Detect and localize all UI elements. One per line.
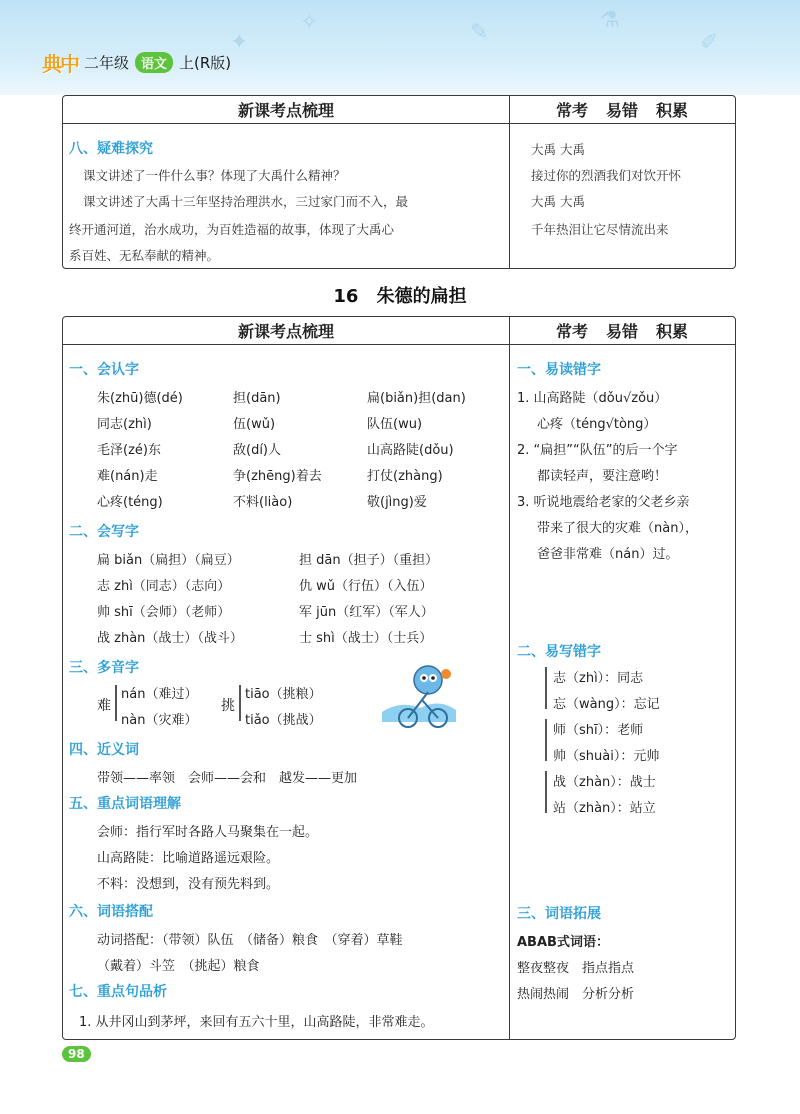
- column-divider: [509, 317, 510, 1039]
- word-type-label: ABAB式词语：: [517, 935, 609, 950]
- section-title: 六、词语搭配: [69, 904, 153, 920]
- answer-line: 系百姓、无私奉献的精神。: [69, 248, 220, 263]
- group-bar: [545, 667, 547, 709]
- section-title: 四、近义词: [69, 742, 139, 758]
- tip-line: 带来了很大的灾难（nàn），: [537, 521, 698, 536]
- char-item: 担(dān): [233, 391, 281, 406]
- char-item: 难(nán)走: [97, 469, 158, 484]
- char-item: 争(zhēng)着去: [233, 469, 322, 484]
- label-accumulate: 积累: [656, 322, 689, 341]
- confusable-line: 志（zhì）：同志: [553, 671, 644, 686]
- confusable-line: 忘（wàng）：忘记: [553, 697, 660, 712]
- label-error: 易错: [605, 322, 638, 341]
- poly-reading: tiǎo（挑战）: [245, 713, 322, 728]
- poly-char: 挑: [221, 698, 235, 714]
- box2-right-header: [509, 317, 735, 345]
- tip-line: 1. 山高路陡（dǒu√zǒu）: [517, 391, 668, 406]
- lesson-title: [0, 282, 800, 308]
- definition-line: 会师：指行军时各路人马聚集在一起。: [97, 825, 319, 840]
- poly-reading: tiāo（挑粮）: [245, 687, 322, 702]
- answer-line: 终开通河道，治水成功，为百姓造福的故事，体现了大禹心: [69, 222, 395, 237]
- poly-reading: nán（难过）: [121, 687, 198, 702]
- section-title: 三、词语拓展: [517, 906, 601, 922]
- label-common: 常考: [555, 322, 588, 341]
- lyric-line: 大禹 大禹: [531, 142, 585, 157]
- box1-left-header: 新课考点梳理: [63, 96, 509, 124]
- section-title: 一、会认字: [69, 362, 139, 378]
- group-bar: [545, 719, 547, 761]
- definition-line: 不料：没想到，没有预先料到。: [97, 877, 280, 892]
- confusable-line: 站（zhàn）：站立: [553, 801, 656, 816]
- write-item: 军 jūn（红军）（军人）: [299, 605, 434, 620]
- flask-icon: ⚗: [600, 8, 620, 33]
- char-item: 不料(liào): [233, 495, 293, 510]
- lesson-number: 16: [333, 286, 359, 307]
- write-item: 士 shì（战士）（士兵）: [299, 631, 433, 646]
- char-item: 朱(zhū)德(dé): [97, 391, 183, 406]
- book-icon: ✎: [470, 20, 489, 45]
- question-text: 课文讲述了一件什么事？体现了大禹什么精神？: [83, 168, 346, 183]
- label-error: 易错: [605, 101, 638, 120]
- write-item: 帅 shī（会师）（老师）: [97, 605, 231, 620]
- label-common: 常考: [555, 101, 588, 120]
- char-item: 心疼(téng): [97, 495, 163, 510]
- section-title: 五、重点词语理解: [69, 796, 181, 812]
- word-line: 热闹热闹 分析分析: [517, 987, 635, 1002]
- write-item: 战 zhàn（战士）（战斗）: [97, 631, 243, 646]
- tip-line: 爸爸非常难（nán）过。: [537, 547, 679, 562]
- tip-line: 2. “扁担”“队伍”的后一个字: [517, 443, 678, 458]
- word-line: 整夜整夜 指点指点: [517, 961, 635, 976]
- brace-bar: [239, 685, 241, 721]
- write-item: 仇 wǔ（行伍）（入伍）: [299, 579, 433, 594]
- poly-reading: nàn（灾难）: [121, 713, 198, 728]
- lyric-line: 大禹 大禹: [531, 194, 585, 209]
- char-item: 敬(jìng)爱: [367, 495, 427, 510]
- column-divider: [509, 96, 510, 268]
- edition-label: 上(R版): [179, 54, 232, 72]
- write-item: 志 zhì（同志）（志向）: [97, 579, 231, 594]
- char-item: 山高路陡(dǒu): [367, 443, 454, 458]
- tip-line: 都读轻声，要注意哟！: [537, 469, 668, 484]
- tip-line: 3. 听说地震给老家的父老乡亲: [517, 495, 690, 510]
- synonym-line: 带领——率领 会师——会和 越发——更加: [97, 771, 358, 786]
- write-item: 扁 biǎn（扁担）（扁豆）: [97, 553, 240, 568]
- lesson-name: 朱德的扁担: [376, 286, 467, 307]
- label-accumulate: 积累: [656, 101, 689, 120]
- section-title: 三、多音字: [69, 660, 139, 676]
- cyclist-mascot-illustration: [380, 660, 458, 732]
- section-title: 七、重点句品析: [69, 984, 167, 1000]
- char-item: 敌(dí)人: [233, 443, 282, 458]
- star-icon: ✧: [300, 10, 319, 35]
- confusable-line: 帅（shuài）：元帅: [553, 749, 660, 764]
- sentence-line: 1. 从井冈山到茅坪，来回有五六十里，山高路陡，非常难走。: [79, 1015, 434, 1030]
- collocation-line: 动词搭配：（带领）队伍 （储备）粮食 （穿着）草鞋: [97, 933, 403, 948]
- logo: 典中: [42, 52, 78, 76]
- char-item: 队伍(wu): [367, 417, 423, 432]
- page-number: 98: [62, 1046, 91, 1062]
- char-item: 扁(biǎn)担(dan): [367, 391, 466, 406]
- collocation-line: （戴着）斗笠 （挑起）粮食: [97, 959, 260, 974]
- answer-line: 课文讲述了大禹十三年坚持治理洪水，三过家门而不入，最: [83, 194, 409, 209]
- subject-badge: 语文: [135, 52, 173, 73]
- poly-char: 难: [97, 698, 111, 714]
- grade-label: 二年级: [84, 54, 130, 72]
- char-item: 毛泽(zé)东: [97, 443, 161, 458]
- tip-line: 心疼（téng√tòng）: [537, 417, 657, 432]
- section-title: 一、易读错字: [517, 362, 601, 378]
- definition-line: 山高路陡：比喻道路遥远艰险。: [97, 851, 280, 866]
- section-title: 八、疑难探究: [69, 141, 153, 157]
- box-doubts: [62, 95, 736, 269]
- lyric-line: 接过你的烈酒我们对饮开怀: [531, 168, 682, 183]
- confusable-line: 师（shī）：老师: [553, 723, 644, 738]
- char-item: 伍(wǔ): [233, 417, 276, 432]
- section-title: 二、易写错字: [517, 644, 601, 660]
- box2-left-header: 新课考点梳理: [63, 317, 509, 345]
- box1-right-header: [509, 96, 735, 124]
- brace-bar: [115, 685, 117, 721]
- group-bar: [545, 771, 547, 813]
- lyric-line: 千年热泪让它尽情流出来: [531, 222, 669, 237]
- char-item: 打仗(zhàng): [367, 469, 443, 484]
- brand-bar: [42, 48, 231, 77]
- section-title: 二、会写字: [69, 524, 139, 540]
- confusable-line: 战（zhàn）：战士: [553, 775, 656, 790]
- char-item: 同志(zhì): [97, 417, 152, 432]
- write-item: 担 dān（担子）（重担）: [299, 553, 439, 568]
- sparkle-icon: ✦: [230, 30, 249, 55]
- pencil-icon: ✐: [700, 30, 719, 55]
